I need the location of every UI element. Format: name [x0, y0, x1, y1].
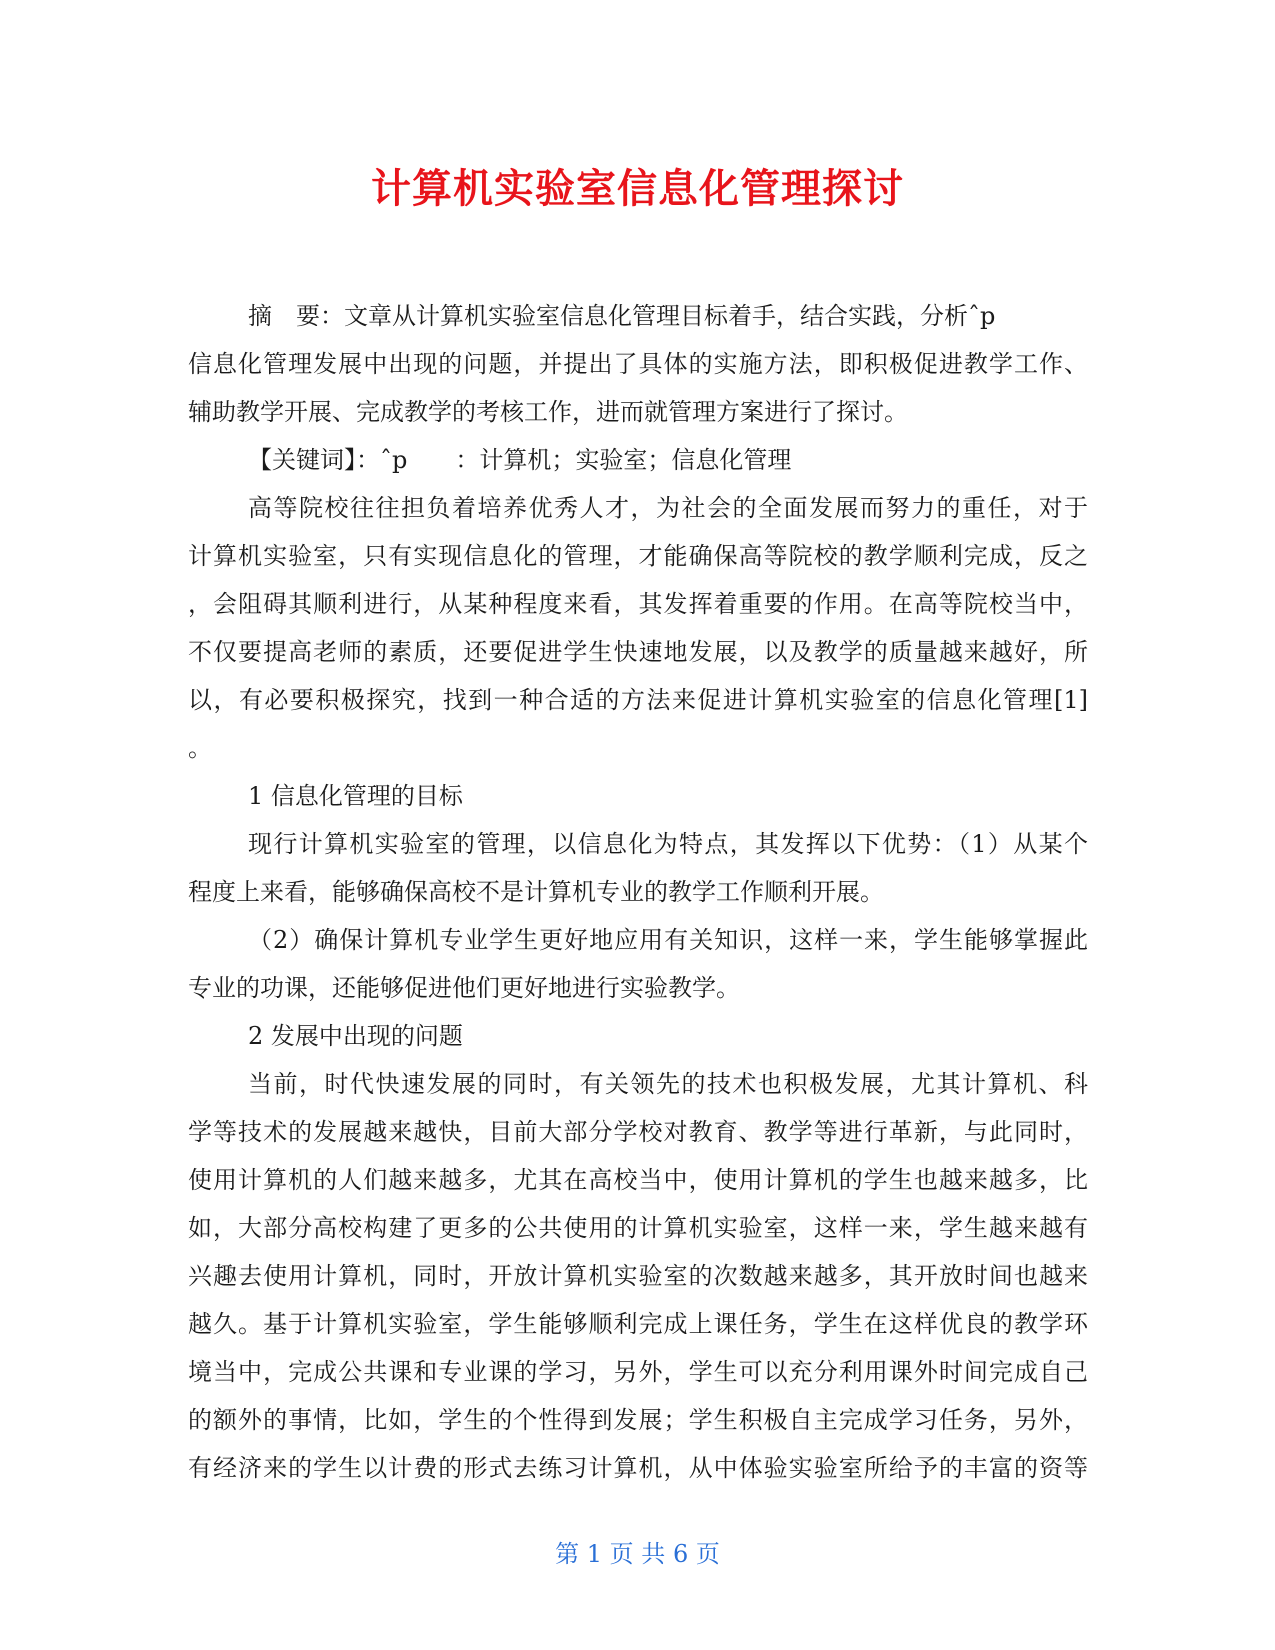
abstract-line-1: 摘 要：文章从计算机实验室信息化管理目标着手，结合实践，分析ˆp [248, 302, 996, 330]
paragraph-line: 不仅要提高老师的素质，还要促进学生快速地发展，以及教学的质量越来越好，所 [188, 638, 1088, 666]
paragraph-line: 的额外的事情，比如，学生的个性得到发展；学生积极自主完成学习任务，另外， [188, 1406, 1088, 1434]
document-body [188, 292, 1088, 1492]
abstract-line-3: 辅助教学开展、完成教学的考核工作，进而就管理方案进行了探讨。 [188, 398, 908, 426]
paragraph-line: 程度上来看，能够确保高校不是计算机专业的教学工作顺利开展。 [188, 878, 884, 906]
paragraph-line: 专业的功课，还能够促进他们更好地进行实验教学。 [188, 974, 740, 1002]
paragraph-line: 。 [188, 734, 212, 762]
paragraph-line: 计算机实验室，只有实现信息化的管理，才能确保高等院校的教学顺利完成，反之 [188, 542, 1088, 570]
paragraph-line: ，会阻碍其顺利进行，从某种程度来看，其发挥着重要的作用。在高等院校当中， [188, 590, 1088, 618]
paragraph-line: 高等院校往往担负着培养优秀人才，为社会的全面发展而努力的重任，对于 [248, 494, 1088, 522]
keywords-line: 【关键词】：ˆp ：计算机；实验室；信息化管理 [248, 446, 792, 474]
paragraph-line: 以，有必要积极探究，找到一种合适的方法来促进计算机实验室的信息化管理[1] [188, 686, 1088, 714]
paragraph-line: 境当中，完成公共课和专业课的学习，另外，学生可以充分利用课外时间完成自己 [188, 1358, 1088, 1386]
paragraph-line: 越久。基于计算机实验室，学生能够顺利完成上课任务，学生在这样优良的教学环 [188, 1310, 1088, 1338]
page-footer: 第 1 页 共 6 页 [555, 1540, 720, 1568]
abstract-line-2: 信息化管理发展中出现的问题，并提出了具体的实施方法，即积极促进教学工作、 [188, 350, 1088, 378]
document-title: 计算机实验室信息化管理探讨 [371, 166, 904, 212]
paragraph-line: 如，大部分高校构建了更多的公共使用的计算机实验室，这样一来，学生越来越有 [188, 1214, 1088, 1242]
paragraph-line: 兴趣去使用计算机，同时，开放计算机实验室的次数越来越多，其开放时间也越来 [188, 1262, 1088, 1290]
paragraph-line: 当前，时代快速发展的同时，有关领先的技术也积极发展，尤其计算机、科 [248, 1070, 1088, 1098]
paragraph-line: （2）确保计算机专业学生更好地应用有关知识，这样一来，学生能够掌握此 [248, 926, 1088, 954]
section-heading-2: 2 发展中出现的问题 [248, 1022, 463, 1050]
paragraph-line: 现行计算机实验室的管理，以信息化为特点，其发挥以下优势：（1）从某个 [248, 830, 1088, 858]
paragraph-line: 学等技术的发展越来越快，目前大部分学校对教育、教学等进行革新，与此同时， [188, 1118, 1088, 1146]
section-heading-1: 1 信息化管理的目标 [248, 782, 463, 810]
paragraph-line: 有经济来的学生以计费的形式去练习计算机，从中体验实验室所给予的丰富的资等 [188, 1454, 1088, 1482]
paragraph-line: 使用计算机的人们越来越多，尤其在高校当中，使用计算机的学生也越来越多，比 [188, 1166, 1088, 1194]
